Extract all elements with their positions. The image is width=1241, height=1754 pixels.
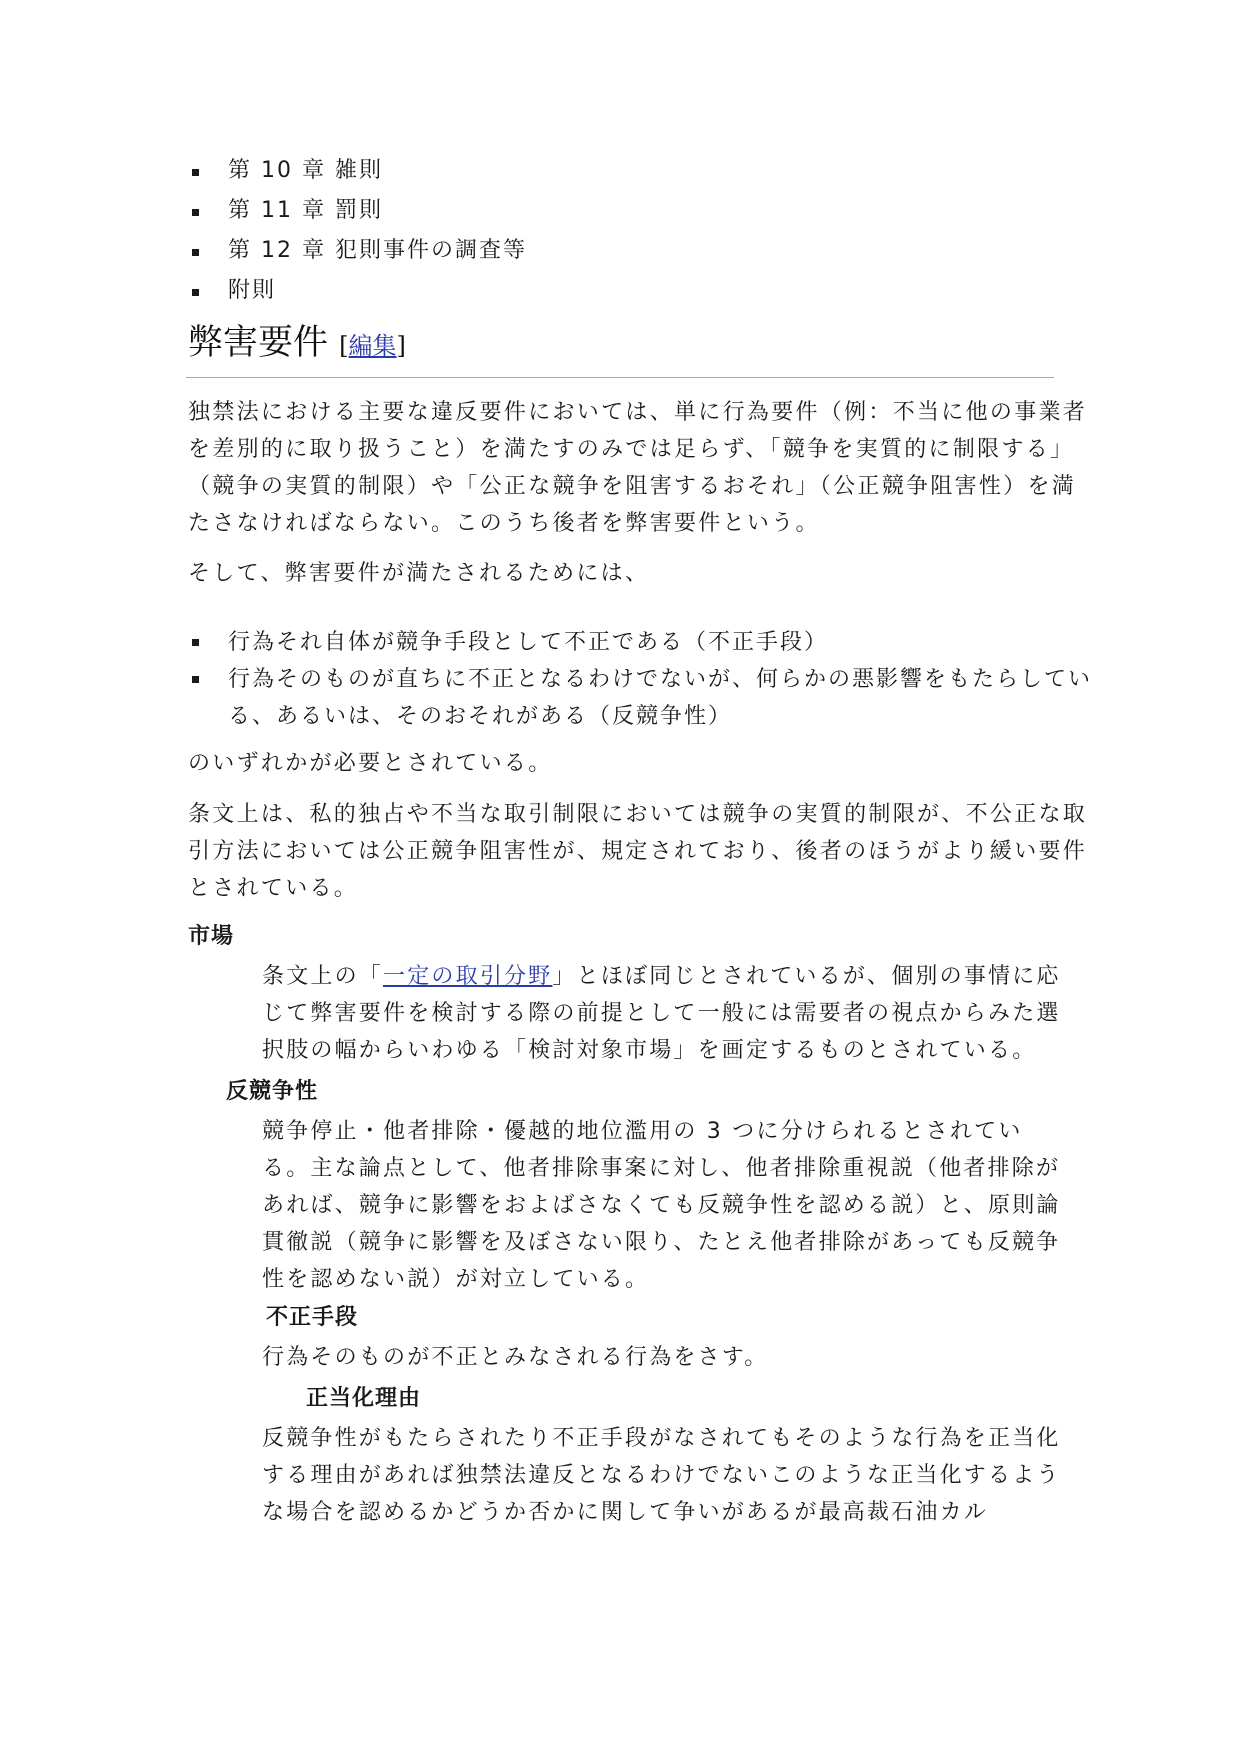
requirement-unfair-means: 行為それ自体が競争手段として不正である（不正手段） — [228, 630, 829, 655]
list-item — [190, 236, 527, 276]
square-bullet-icon — [192, 639, 199, 646]
definition-anticompetitive: 競争停止・他者排除・優越的地位濫用の 3 つに分けられるとされている。主な論点として、他者排除事案に対し、他者排除重視説（他者排除があれば、競争に影響をおよばさなくても反競争性を認める説）と、原則論貫徹説（競争に影響を及ぼさない限り、たとえ他者排除があっても反競争性を認めない説）が対立している。 — [262, 1119, 1061, 1292]
chapter-12-label: 第 12 章 犯則事件の調査等 — [228, 238, 527, 263]
term-anticompetitive: 反競争性 — [226, 1079, 319, 1104]
conclusion-paragraph: のいずれかが必要とされている。 — [188, 751, 553, 776]
section-heading — [188, 318, 406, 371]
edit-section: [編集] — [339, 332, 406, 360]
list-item — [190, 156, 527, 196]
list-item — [190, 624, 1108, 661]
supplementary-label: 附則 — [228, 278, 277, 303]
requirement-anticompetitive: 行為そのものが直ちに不正となるわけでないが、何らかの悪影響をもたらしている、あるいは、そのおそれがある（反競争性） — [228, 667, 1093, 729]
definition-market: 条文上の「一定の取引分野」とほぼ同じとされているが、個別の事情に応じて弊害要件を検討する際の前提として一般には需要者の視点からみた選択肢の幅からいわゆる「検討対象市場」を画定するものとされている。 — [262, 964, 1061, 1063]
term-unfair-means: 不正手段 — [266, 1305, 359, 1330]
chapter-list — [190, 156, 527, 316]
square-bullet-icon — [192, 209, 199, 216]
chapter-10-label: 第 10 章 雑則 — [228, 158, 383, 183]
definition-unfair-means: 行為そのものが不正とみなされる行為をさす。 — [262, 1345, 769, 1370]
list-item — [190, 196, 527, 236]
definition-justification: 反競争性がもたらされたり不正手段がなされてもそのような行為を正当化する理由があれば独禁法違反となるわけでないこのような正当化するような場合を認めるかどうか否かに関して争いがあるが最高裁石油カル — [262, 1426, 1061, 1525]
square-bullet-icon — [192, 169, 199, 176]
square-bullet-icon — [192, 289, 199, 296]
list-item — [190, 276, 527, 316]
heading-divider — [186, 377, 1054, 378]
term-justification: 正当化理由 — [306, 1386, 422, 1411]
intro-paragraph: 独禁法における主要な違反要件においては、単に行為要件（例：不当に他の事業者を差別的に取り扱うこと）を満たすのみでは足らず、「競争を実質的に制限する」（競争の実質的制限）や「公正な競争を阻害するおそれ」（公正競争阻害性）を満たさなければならない。このうち後者を弊害要件という。 — [188, 400, 1088, 536]
requirement-list — [190, 624, 1108, 735]
relevant-market-link[interactable]: 一定の取引分野 — [383, 964, 553, 989]
article-paragraph: 条文上は、私的独占や不当な取引制限においては競争の実質的制限が、不公正な取引方法においては公正競争阻害性が、規定されており、後者のほうがより緩い要件とされている。 — [188, 802, 1088, 901]
section-title: 弊害要件 — [188, 323, 329, 363]
term-market: 市場 — [188, 924, 235, 949]
lead-paragraph: そして、弊害要件が満たされるためには、 — [188, 561, 650, 586]
chapter-11-label: 第 11 章 罰則 — [228, 198, 383, 223]
edit-link[interactable]: 編集 — [348, 332, 397, 360]
square-bullet-icon — [192, 249, 199, 256]
square-bullet-icon — [192, 676, 199, 683]
list-item — [190, 661, 1108, 735]
